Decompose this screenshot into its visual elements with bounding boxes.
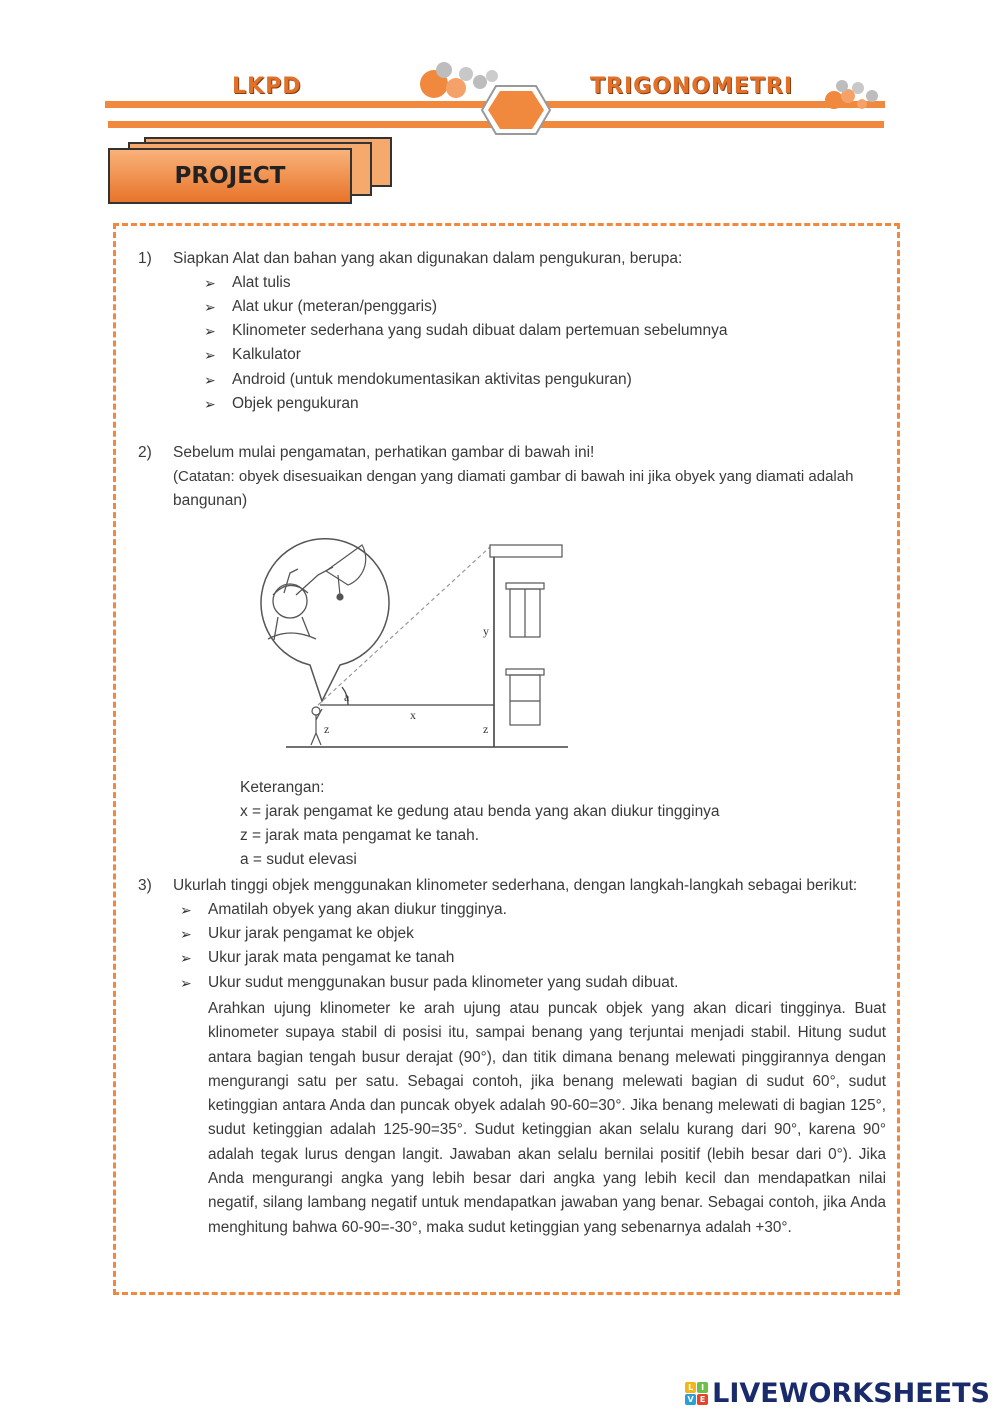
- label-x: x: [410, 708, 416, 722]
- bubble-decoration: [825, 91, 843, 109]
- project-tab: PROJECT: [108, 148, 352, 204]
- step-1-item: Klinometer sederhana yang sudah dibuat dalam pertemuan sebelumnya: [232, 322, 728, 339]
- header-left-title: LKPD: [232, 74, 302, 99]
- bubble-decoration: [436, 62, 452, 78]
- bubble-decoration: [852, 82, 864, 94]
- legend-item: a = sudut elevasi: [240, 851, 357, 868]
- brand-name: LIVEWORKSHEETS: [712, 1378, 990, 1409]
- step-1-item: Objek pengukuran: [232, 395, 359, 412]
- step-3-item: Amatilah obyek yang akan diukur tingginya.: [208, 901, 507, 918]
- step-1-item: Alat tulis: [232, 274, 291, 291]
- legend-item: z = jarak mata pengamat ke tanah.: [240, 827, 480, 844]
- arrow-bullet-icon: ➢: [204, 372, 216, 388]
- header-decoration: [410, 58, 890, 148]
- step-3-item: Ukur jarak pengamat ke objek: [208, 925, 414, 942]
- arrow-bullet-icon: ➢: [204, 347, 216, 363]
- arrow-bullet-icon: ➢: [180, 926, 192, 942]
- header-right-title: TRIGONOMETRI: [590, 74, 794, 99]
- logo-letter: L: [685, 1382, 696, 1393]
- bubble-decoration: [473, 75, 487, 89]
- arrow-bullet-icon: ➢: [204, 275, 216, 291]
- step-3-text: Ukurlah tinggi objek menggunakan klinometer sederhana, dengan langkah-langkah sebagai berikut:: [173, 877, 858, 894]
- step-3-item: Ukur jarak mata pengamat ke tanah: [208, 949, 455, 966]
- step-1-number: 1): [138, 250, 152, 267]
- building-cornice: [490, 545, 562, 557]
- label-y: y: [483, 624, 489, 638]
- bubble-decoration: [866, 90, 878, 102]
- label-a: a: [344, 690, 350, 704]
- legend-title: Keterangan:: [240, 779, 325, 796]
- bubble-decoration: [836, 80, 848, 92]
- elevation-figure: [238, 515, 573, 755]
- step-3-item: Ukur sudut menggunakan busur pada klinometer yang sudah dibuat.: [208, 974, 679, 991]
- liveworksheets-brand: [685, 1378, 990, 1409]
- bubble-decoration: [486, 70, 498, 82]
- legend-item: x = jarak pengamat ke gedung atau benda yang akan diukur tingginya: [240, 803, 720, 820]
- arrow-bullet-icon: ➢: [180, 902, 192, 918]
- arrow-bullet-icon: ➢: [180, 975, 192, 991]
- bubble-decoration: [459, 67, 473, 81]
- logo-letter: I: [697, 1382, 708, 1393]
- liveworksheets-logo-icon: [685, 1382, 708, 1405]
- step-2-line-3: bangunan): [173, 492, 248, 509]
- arrow-bullet-icon: ➢: [204, 323, 216, 339]
- label-z-right: z: [483, 722, 489, 736]
- step-1-item: Alat ukur (meteran/penggaris): [232, 298, 438, 315]
- step-2-line-1: Sebelum mulai pengamatan, perhatikan gambar di bawah ini!: [173, 444, 595, 461]
- logo-letter: V: [685, 1394, 696, 1405]
- label-z-left: z: [324, 722, 330, 736]
- step-2-number: 2): [138, 444, 152, 461]
- arrow-bullet-icon: ➢: [180, 950, 192, 966]
- step-2-line-2: (Catatan: obyek disesuaikan dengan yang diamati gambar di bawah ini jika obyek yang diamati adalah: [173, 468, 854, 485]
- step-3-paragraph: Arahkan ujung klinometer ke arah ujung atau puncak objek yang akan dicari tingginya. Buat klinometer supaya stabil di posisi itu, sampai benang yang terjuntai menjadi stabil. Hitung sudut antara bagian tengah busur derajat (90°), dan titik dimana benang melewati pinggirannya dengan mengurangi satu per satu. Sebagai contoh, jika benang melewati bagian di sudut 60°, sudut ketinggian antara Anda dan puncak obyek adalah 90-60=30°. Jika benang melewati di bagian 125°, sudut ketinggian adalah 125-90=35°. Sudut ketinggian akan selalu kurang dari 90°, karena 90° adalah tegak lurus dengan langit. Jawaban akan selalu bernilai positif (lebih besar dari 0°). Jika Anda mengurangi angka yang lebih besar dari angka yang lebih kecil dan mendapatkan nilai negatif, silang lambang negatif untuk mendapatkan jawaban yang benar. Sebagai contoh, jika Anda menghitung bahwa 60-90=-30°, maka sudut ketinggian yang sebenarnya adalah +30°.: [208, 1000, 886, 1236]
- bubble-decoration: [857, 99, 867, 109]
- step-1-item: Kalkulator: [232, 346, 301, 363]
- bubble-decoration: [446, 78, 466, 98]
- logo-letter: E: [697, 1394, 708, 1405]
- step-1-item: Android (untuk mendokumentasikan aktivitas pengukuran): [232, 371, 632, 388]
- step-1-text: Siapkan Alat dan bahan yang akan digunakan dalam pengukuran, berupa:: [173, 250, 683, 267]
- arrow-bullet-icon: ➢: [204, 299, 216, 315]
- step-3-number: 3): [138, 877, 152, 894]
- arrow-bullet-icon: ➢: [204, 396, 216, 412]
